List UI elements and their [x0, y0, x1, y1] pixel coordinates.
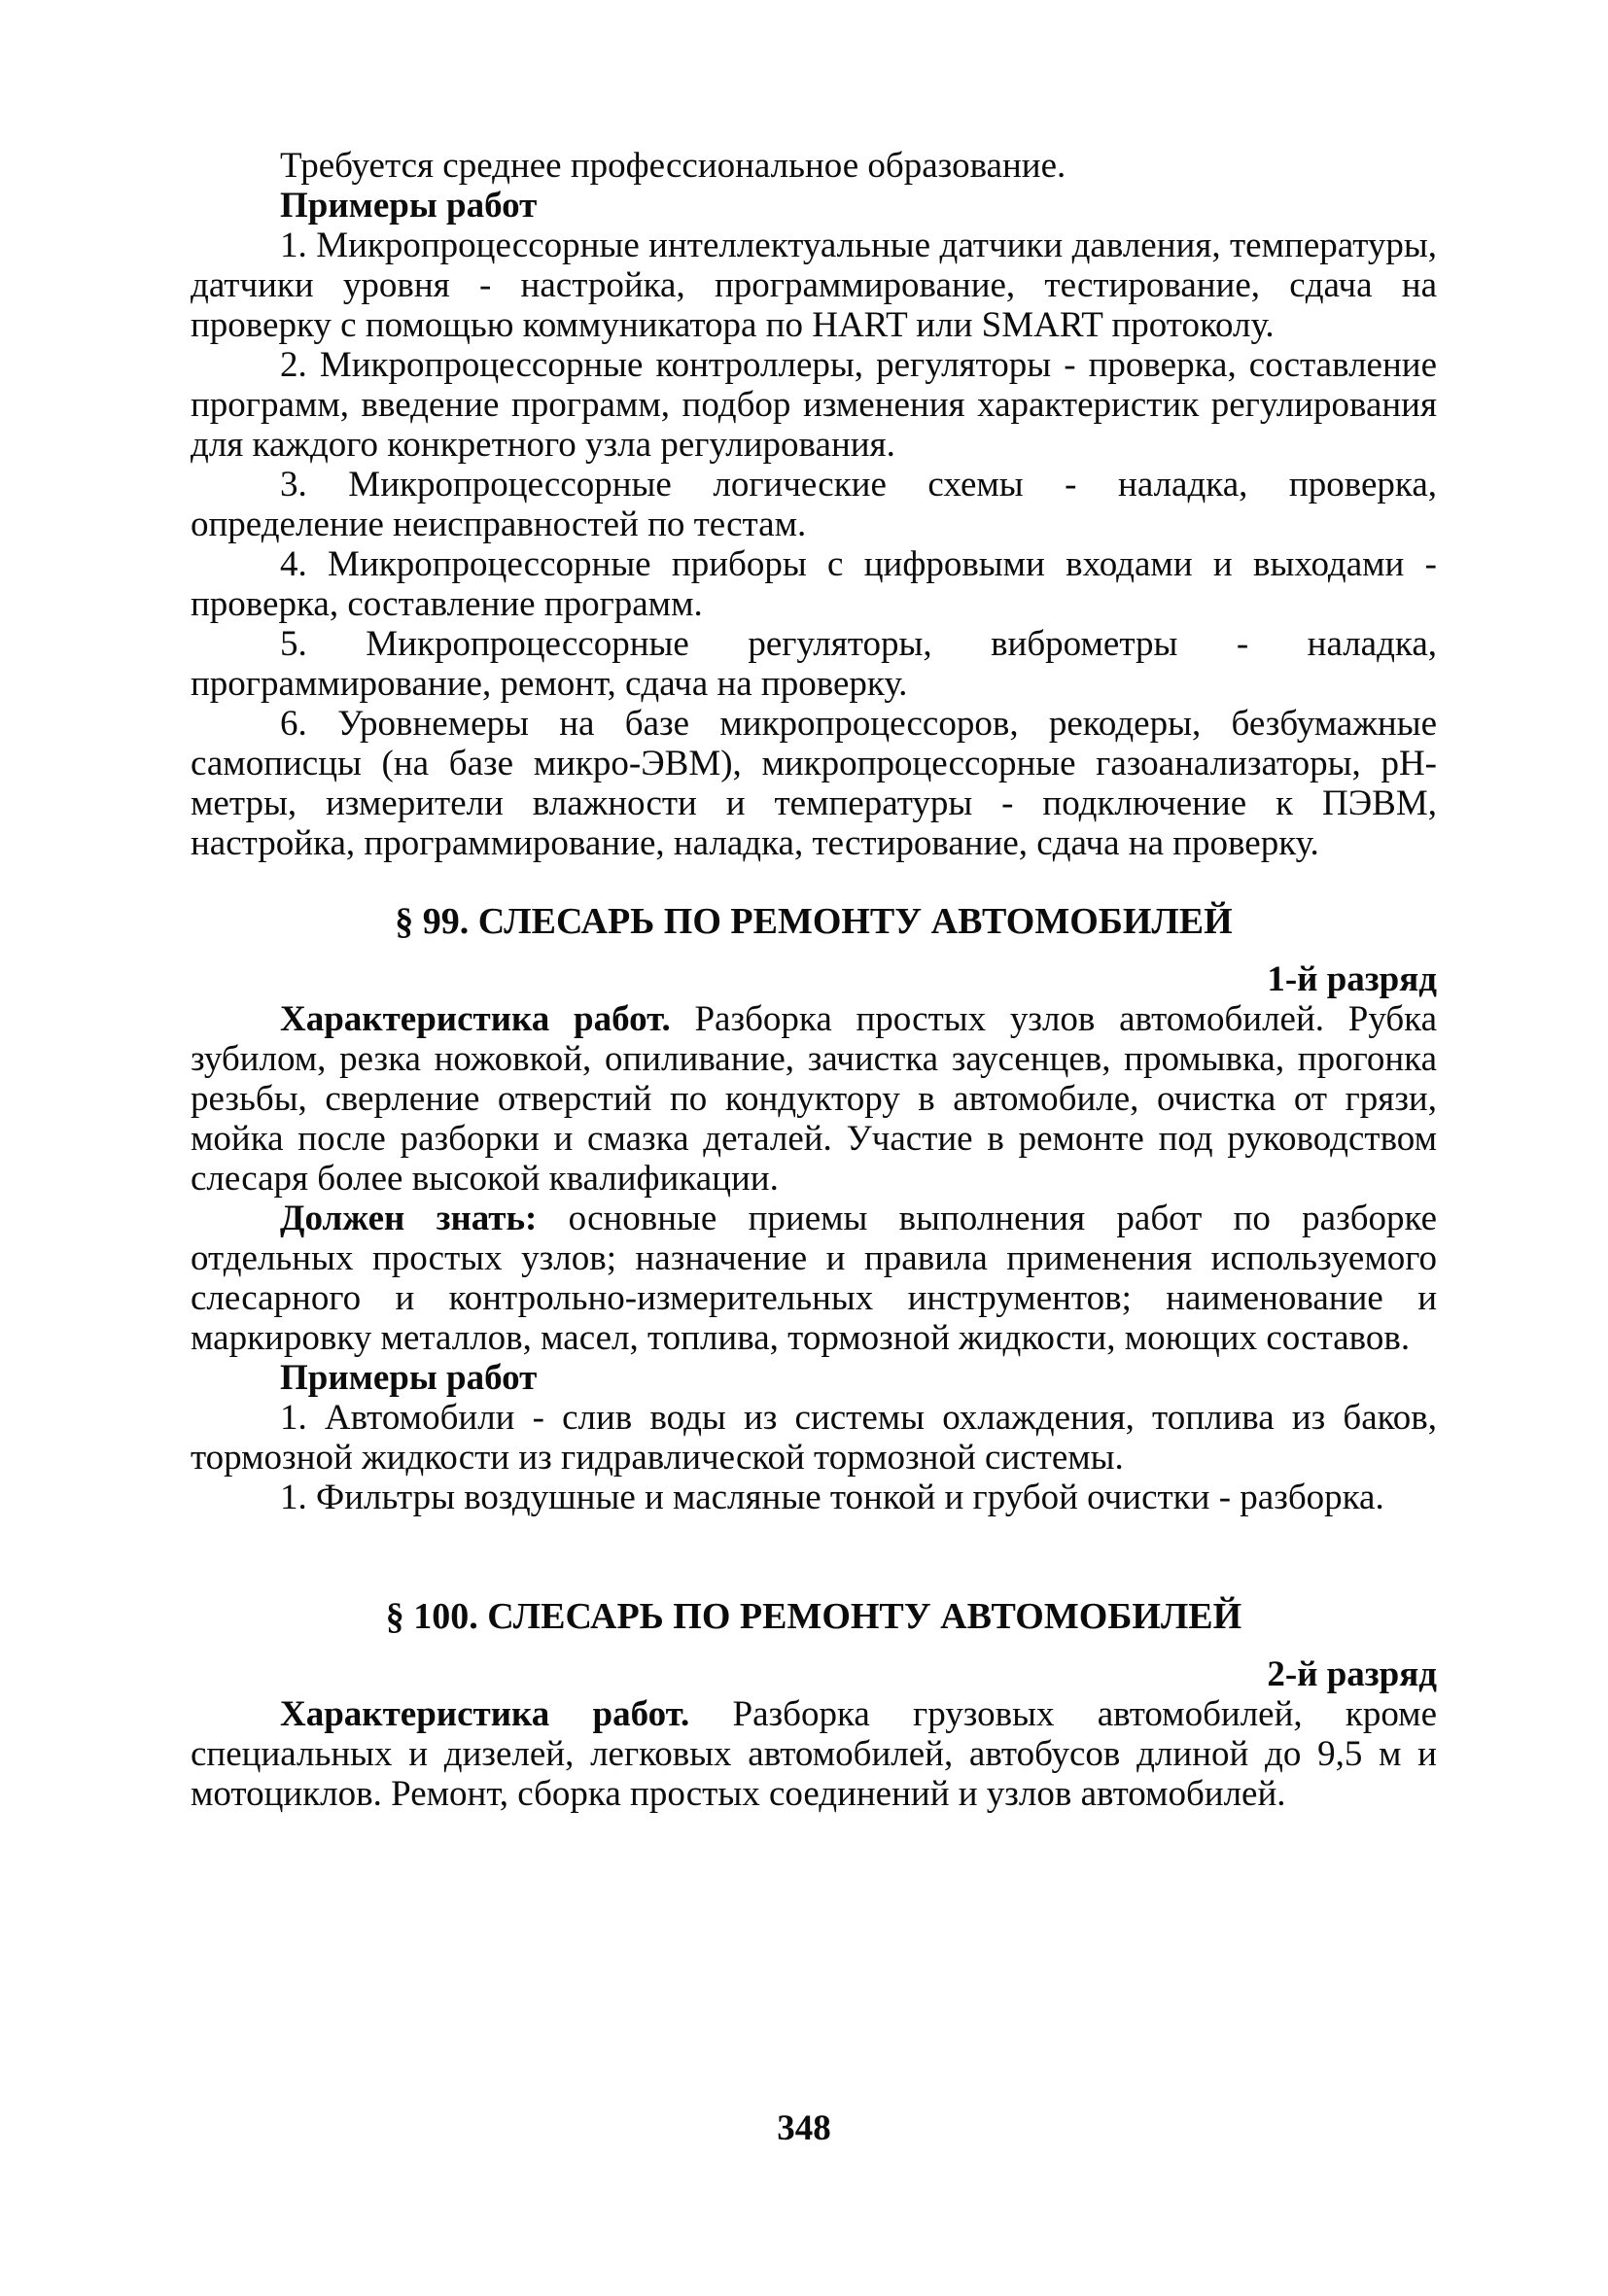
section-100-characteristics: [191, 1694, 1437, 1814]
education-requirement: Требуется среднее профессиональное образование.: [280, 146, 1066, 186]
section-99-must-know: [191, 1199, 1437, 1358]
document-page: [191, 146, 1437, 1814]
section-99-examples-heading: Примеры работ: [280, 1358, 538, 1398]
section-99-title: § 99. СЛЕСАРЬ ПО РЕМОНТУ АВТОМОБИЛЕЙ: [395, 901, 1233, 942]
characteristics-label: Характеристика работ.: [280, 1694, 690, 1734]
example-item: 4. Микропроцессорные приборы с цифровыми входами и выходами - проверка, составление программ.: [191, 544, 1437, 624]
characteristics-text: Разборка грузовых автомобилей, кроме специальных и дизелей, легковых автомобилей, автобусов длиной до 9,5 м и мотоциклов. Ремонт, сборка простых соединений и узлов автомобилей.: [191, 1694, 1437, 1814]
section-100-grade: 2-й разряд: [1267, 1654, 1437, 1694]
example-item: 3. Микропроцессорные логические схемы - наладка, проверка, определение неисправностей по тестам.: [191, 465, 1437, 544]
must-know-text: основные приемы выполнения работ по разборке отдельных простых узлов; назначение и правила применения используемого слесарного и контрольно-измерительных инструментов; наименование и маркировку металлов, масел, топлива, тормозной жидкости, моющих составов.: [191, 1199, 1437, 1358]
example-item: 1. Микропроцессорные интеллектуальные датчики давления, температуры, датчики уровня - настройка, программирование, тестирование, сдача на проверку с помощью коммуникатора по HART или SMART протоколу.: [191, 226, 1437, 345]
examples-heading: Примеры работ: [280, 186, 538, 226]
characteristics-text: Разборка простых узлов автомобилей. Рубка зубилом, резка ножовкой, опиливание, зачистка заусенцев, промывка, прогонка резьбы, сверление отверстий по кондуктору в автомобиле, очистка от грязи, мойка после разборки и смазка деталей. Участие в ремонте под руководством слесаря более высокой квалификации.: [191, 999, 1437, 1199]
must-know-label: Должен знать:: [280, 1199, 538, 1238]
example-item: 6. Уровнемеры на базе микропроцессоров, рекодеры, безбумажные самописцы (на базе микро-ЭВМ), микропроцессорные газоанализаторы, pH-метры, измерители влажности и температуры - подключение к ПЭВМ, настройка, программирование, наладка, тестирование, сдача на проверку.: [191, 704, 1437, 863]
section-99-grade: 1-й разряд: [1267, 959, 1437, 999]
page-number: 348: [777, 2108, 831, 2148]
section-99-characteristics: [191, 999, 1437, 1199]
section-100-title: § 100. СЛЕСАРЬ ПО РЕМОНТУ АВТОМОБИЛЕЙ: [385, 1596, 1242, 1637]
example-item: 1. Автомобили - слив воды из системы охлаждения, топлива из баков, тормозной жидкости из гидравлической тормозной системы.: [191, 1398, 1437, 1478]
example-item: 1. Фильтры воздушные и масляные тонкой и грубой очистки - разборка.: [280, 1478, 1384, 1517]
characteristics-label: Характеристика работ.: [280, 999, 671, 1039]
example-item: 2. Микропроцессорные контроллеры, регуляторы - проверка, составление программ, введение программ, подбор изменения характеристик регулирования для каждого конкретного узла регулирования.: [191, 345, 1437, 465]
example-item: 5. Микропроцессорные регуляторы, виброметры - наладка, программирование, ремонт, сдача на проверку.: [191, 624, 1437, 704]
